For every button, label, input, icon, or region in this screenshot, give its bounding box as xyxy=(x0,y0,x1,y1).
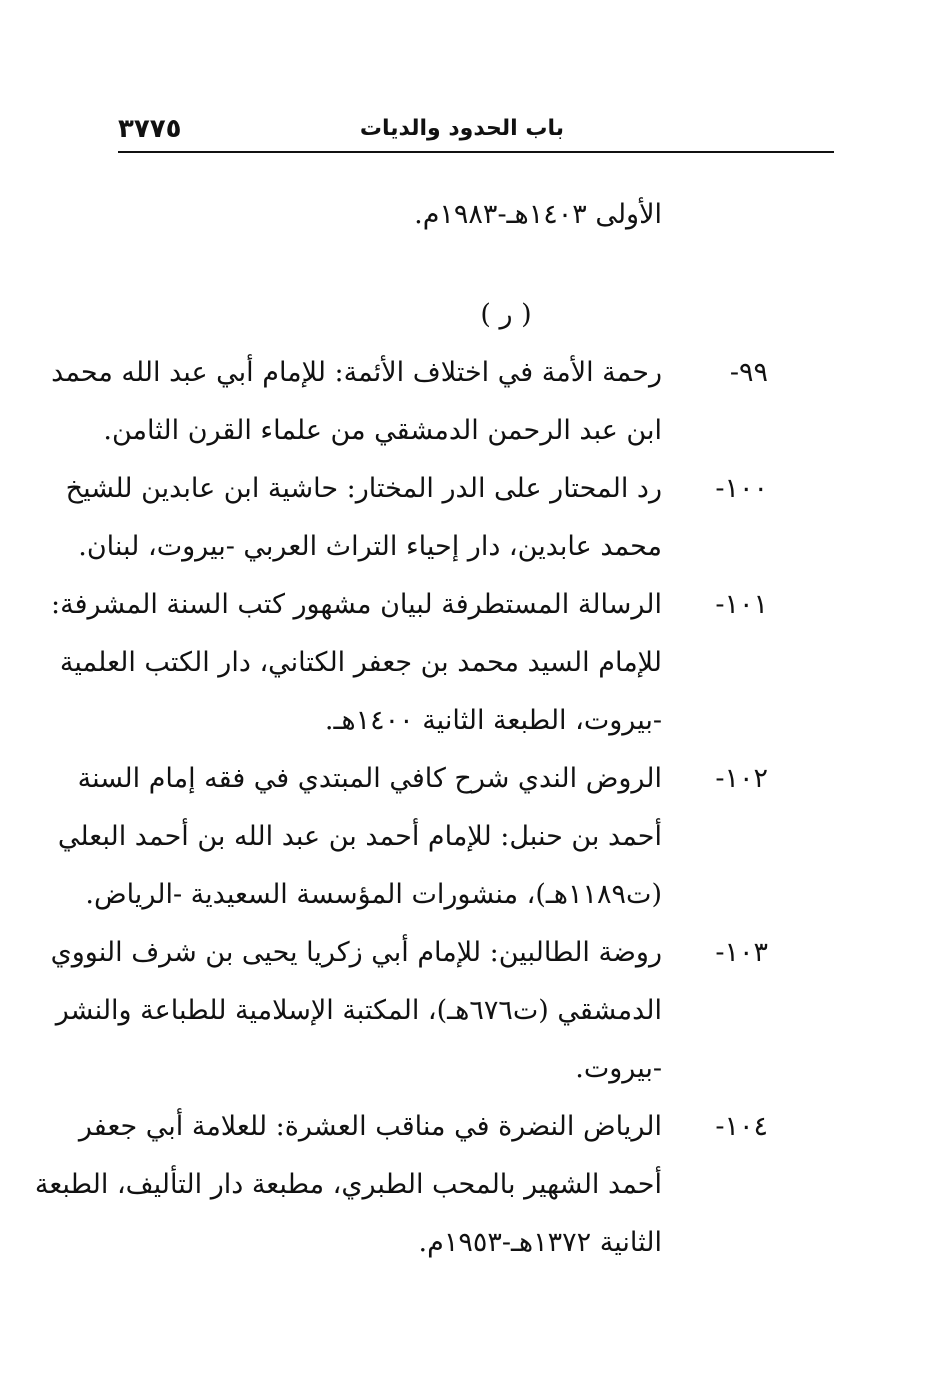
entry-text xyxy=(57,750,662,924)
entry-line: رحمة الأمة في اختلاف الأئمة: للإمام أبي عبد الله محمد xyxy=(51,357,662,388)
page-number: ٣٧٧٥ xyxy=(118,114,182,144)
header-title: باب الحدود والديات xyxy=(359,116,564,141)
entry-line: (ت١١٨٩هـ)، منشورات المؤسسة السعيدية -الرياض. xyxy=(85,879,662,910)
entry-number: ١٠٣- xyxy=(715,937,768,968)
running-header xyxy=(118,112,834,152)
section-letter-heading: ( ر ) xyxy=(480,299,532,330)
entry-number: ١٠٠- xyxy=(715,473,768,504)
entry-line: محمد عابدين، دار إحياء التراث العربي -بيروت، لبنان. xyxy=(78,531,662,562)
entry-number: ١٠٢- xyxy=(715,763,768,794)
bibliography-body xyxy=(34,186,834,1272)
entry-line: الرسالة المستطرفة لبيان مشهور كتب السنة المشرفة: xyxy=(51,589,662,620)
entry-text xyxy=(51,344,662,460)
bibliography-entry xyxy=(51,576,834,750)
entry-line: أحمد بن حنبل: للإمام أحمد بن عبد الله بن أحمد البعلي xyxy=(57,821,662,852)
entry-line: روضة الطالبين: للإمام أبي زكريا يحيى بن شرف النووي xyxy=(50,937,662,968)
entry-number: ٩٩- xyxy=(729,357,768,388)
entry-number: ١٠٤- xyxy=(715,1111,768,1142)
entry-text xyxy=(50,924,662,1098)
entry-line: الروض الندي شرح كافي المبتدي في فقه إمام السنة xyxy=(77,763,662,794)
header-divider xyxy=(118,151,834,153)
entry-line: الدمشقي (ت٦٧٦هـ)، المكتبة الإسلامية للطباعة والنشر xyxy=(55,995,662,1026)
entry-number: ١٠١- xyxy=(715,589,768,620)
entry-line: الرياض النضرة في مناقب العشرة: للعلامة أبي جعفر xyxy=(78,1111,662,1142)
bibliography-entry xyxy=(65,460,834,576)
bibliography-entry xyxy=(50,924,834,1098)
entry-text xyxy=(51,576,662,750)
entry-line: ابن عبد الرحمن الدمشقي من علماء القرن الثامن. xyxy=(103,415,662,446)
entry-text xyxy=(65,460,662,576)
bibliography-entry xyxy=(51,344,834,460)
bibliography-entry xyxy=(57,750,834,924)
entry-line: -بيروت. xyxy=(575,1053,662,1084)
entry-line: الثانية ١٣٧٢هـ-١٩٥٣م. xyxy=(418,1227,662,1258)
bibliography-entry xyxy=(34,1098,834,1272)
entry-line: للإمام السيد محمد بن جعفر الكتاني، دار الكتب العلمية xyxy=(59,647,662,678)
entry-line: أحمد الشهير بالمحب الطبري، مطبعة دار التأليف، الطبعة xyxy=(34,1169,662,1200)
entry-text xyxy=(34,1098,662,1272)
continued-entry-line: الأولى ١٤٠٣هـ-١٩٨٣م. xyxy=(414,199,662,230)
entry-line: رد المحتار على الدر المختار: حاشية ابن عابدين للشيخ xyxy=(65,473,662,504)
entry-line: -بيروت، الطبعة الثانية ١٤٠٠هـ. xyxy=(324,705,662,736)
